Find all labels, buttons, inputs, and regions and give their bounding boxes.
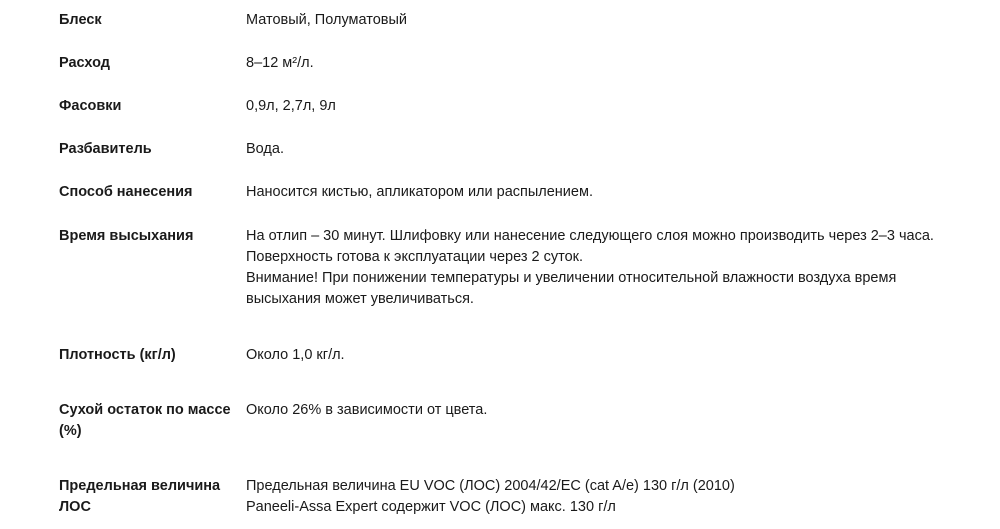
- spec-value-line: Около 26% в зависимости от цвета.: [246, 402, 488, 419]
- spec-value: [246, 322, 1000, 377]
- spec-label: Плотность (кг/л): [59, 347, 176, 364]
- spec-value: [246, 128, 1000, 171]
- spec-value: [246, 214, 1000, 322]
- table-row: [0, 0, 1000, 42]
- table-row: [0, 128, 1000, 171]
- table-row: [0, 377, 1000, 453]
- table-row: [0, 322, 1000, 377]
- spec-label: Фасовки: [59, 98, 122, 115]
- spec-label: Предельная величина ЛОС: [59, 478, 221, 516]
- spec-value-line: Paneeli-Assa Expert содержит VOC (ЛОС) макс. 130 г/л: [246, 499, 616, 516]
- table-row: [0, 85, 1000, 128]
- spec-value-line: Матовый, Полуматовый: [246, 12, 408, 28]
- spec-value-line: Внимание! При понижении температуры и увеличении относительной влажности воздуха время высыхания может увеличиваться.: [246, 270, 897, 308]
- table-row: [0, 453, 1000, 529]
- spec-value: [246, 0, 1000, 42]
- spec-label: Сухой остаток по массе (%): [59, 402, 231, 440]
- spec-value: [246, 85, 1000, 128]
- spec-value: [246, 171, 1000, 214]
- table-row: [0, 171, 1000, 214]
- spec-value-line: 0,9л, 2,7л, 9л: [246, 98, 336, 115]
- spec-value: [246, 453, 1000, 529]
- spec-label: Разбавитель: [59, 141, 152, 158]
- spec-value-line: Предельная величина EU VOC (ЛОС) 2004/42/EC (cat A/e) 130 г/л (2010): [246, 478, 735, 495]
- spec-label: Способ нанесения: [59, 184, 193, 201]
- spec-value-line: 8–12 м²/л.: [246, 55, 314, 72]
- table-row: [0, 42, 1000, 85]
- spec-value-line: Около 1,0 кг/л.: [246, 347, 345, 364]
- spec-label: Блеск: [59, 12, 102, 28]
- spec-label: Время высыхания: [59, 228, 194, 245]
- spec-label: Расход: [59, 55, 110, 72]
- spec-value-line: Вода.: [246, 141, 284, 158]
- table-row: [0, 214, 1000, 322]
- spec-value-line: Наносится кистью, апликатором или распылением.: [246, 184, 593, 201]
- spec-value-line: На отлип – 30 минут. Шлифовку или нанесение следующего слоя можно производить через 2–3 часа. Поверхность готова к эксплуатации через 2 суток.: [246, 228, 934, 266]
- spec-value: [246, 377, 1000, 453]
- spec-value: [246, 42, 1000, 85]
